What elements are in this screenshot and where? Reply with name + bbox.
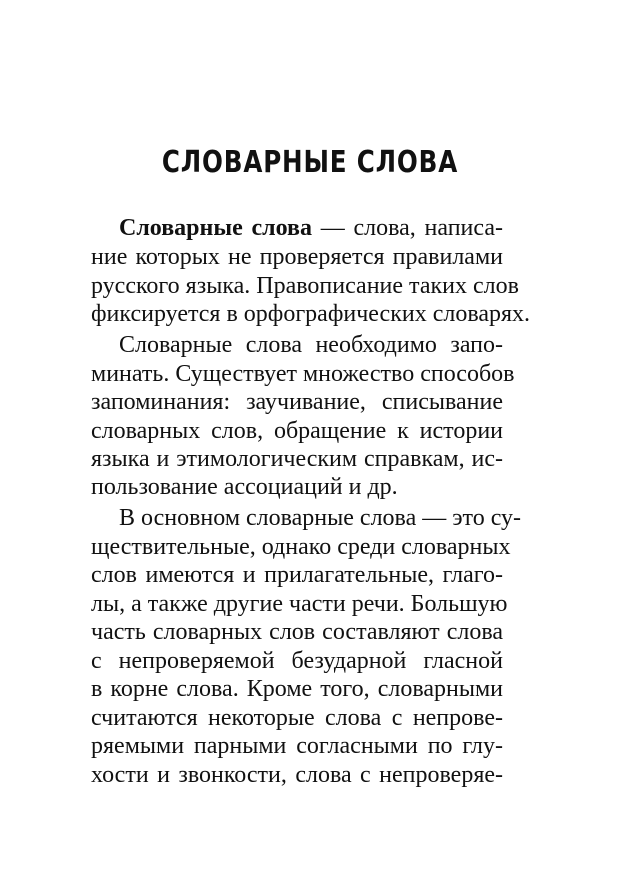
paragraph-2-line: языка и этимологическим справкам, ис- xyxy=(91,446,503,472)
paragraph-3-line: слов имеются и прилагательные, глаго- xyxy=(91,562,503,588)
paragraph-3-line: с непроверяемой безударной гласной xyxy=(91,648,503,674)
paragraph-3-line: ществительные, однако среди словарных xyxy=(91,534,511,560)
paragraph-2-line: минать. Существует множество способов xyxy=(91,361,515,387)
paragraph-1-line: ние которых не проверяется правилами xyxy=(91,244,503,270)
paragraph-1-line-1-rest: — слова, написа- xyxy=(311,215,503,241)
paragraph-1-line-1 xyxy=(91,214,503,242)
paragraph-3-line: хости и звонкости, слова с непроверяе- xyxy=(91,762,503,788)
paragraph-1-line: фиксируется в орфографических словарях. xyxy=(91,301,531,327)
paragraph-3-line: в корне слова. Кроме того, словарными xyxy=(91,676,503,702)
paragraph-3-line: ряемыми парными согласными по глу- xyxy=(91,733,503,759)
paragraph-2-line: Словарные слова необходимо запо- xyxy=(119,332,503,358)
paragraph-3-line: В основном словарные слова — это су- xyxy=(119,505,522,531)
paragraph-3-line: лы, а также другие части речи. Большую xyxy=(91,591,508,617)
paragraph-1-line: русского языка. Правописание таких слов xyxy=(91,273,519,299)
paragraph-2-line: пользование ассоциаций и др. xyxy=(91,474,398,500)
page-title: СЛОВАРНЫЕ СЛОВА xyxy=(161,145,459,180)
paragraph-3-line: считаются некоторые слова с непрове- xyxy=(91,705,503,731)
term-highlight: Словарные слова xyxy=(119,215,312,241)
paragraph-3-line: часть словарных слов составляют слова xyxy=(91,619,503,645)
paragraph-2-line: словарных слов, обращение к истории xyxy=(91,418,503,444)
paragraph-2-line: запоминания: заучивание, списывание xyxy=(91,389,503,415)
